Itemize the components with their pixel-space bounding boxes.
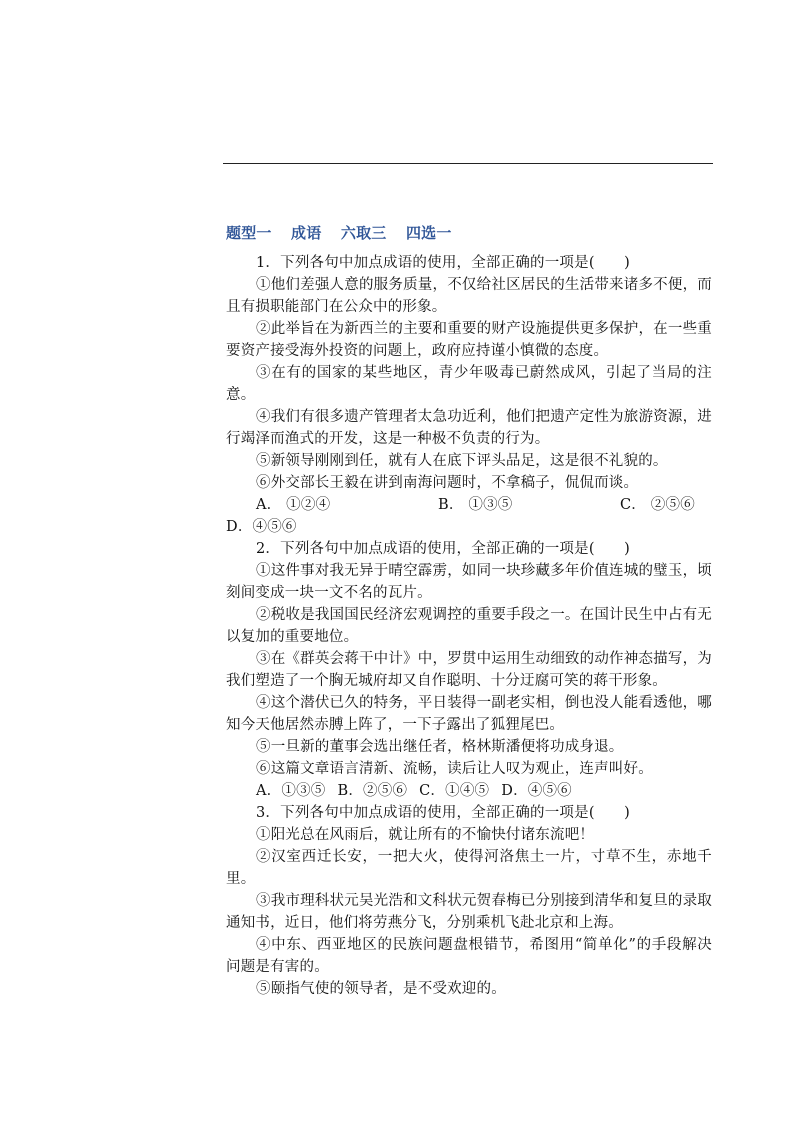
- answer-option: B．②⑤⑥: [337, 783, 408, 799]
- answer-option: A． ①②④: [256, 497, 331, 513]
- answer-option: D．④⑤⑥: [226, 519, 297, 535]
- question-item: ⑥这篇文章语言清新、流畅，读后让人叹为观止，连声叫好。: [256, 761, 653, 777]
- question-item: ⑤一旦新的董事会选出继任者，格林斯潘便将功成身退。: [256, 739, 624, 755]
- section-title-part: 题型一: [226, 224, 272, 242]
- answer-option: C． ②⑤⑥: [620, 497, 695, 513]
- question-item: ④这个潜伏已久的特务，平日装得一副老实相，倒也没人能看透他，哪知今天他居然赤膊上阵了，一下子露出了狐狸尾巴。: [226, 695, 712, 733]
- question-stem: 1．下列各句中加点成语的使用，全部正确的一项是( ): [256, 255, 630, 271]
- question-item: ④我们有很多遗产管理者太急功近利，他们把遗产定性为旅游资源，进行竭泽而渔式的开发，这是一种极不负责的行为。: [226, 409, 712, 447]
- question-item: ③在《群英会蒋干中计》中，罗贯中运用生动细致的动作神态描写，为我们塑造了一个胸无城府却又自作聪明、十分迂腐可笑的蒋干形象。: [226, 651, 712, 689]
- question-item: ②汉室西迁长安，一把大火，使得河洛焦土一片，寸草不生，赤地千里。: [226, 849, 712, 887]
- answer-option: D．④⑤⑥: [501, 783, 572, 799]
- answer-option: C．①④⑤: [419, 783, 490, 799]
- section-title-part: 四选一: [405, 224, 452, 242]
- question-item: ①他们差强人意的服务质量，不仅给社区居民的生活带来诸多不便，而且有损职能部门在公众中的形象。: [226, 277, 712, 315]
- answer-options: [226, 494, 712, 516]
- question-item: ⑥外交部长王毅在讲到南海问题时，不拿稿子，侃侃而谈。: [256, 475, 639, 491]
- question-item: ②此举旨在为新西兰的主要和重要的财产设施提供更多保护，在一些重要资产接受海外投资的问题上，政府应持谨小慎微的态度。: [226, 321, 712, 359]
- question-stem: 3．下列各句中加点成语的使用，全部正确的一项是( ): [256, 805, 630, 821]
- section-title-part: 六取三: [340, 224, 387, 242]
- question-item: ③在有的国家的某些地区，青少年吸毒已蔚然成风，引起了当局的注意。: [226, 365, 712, 403]
- section-title-part: 成语: [291, 224, 322, 242]
- answer-options: [226, 780, 712, 802]
- section-title: [226, 222, 712, 244]
- question-item: ①这件事对我无异于晴空霹雳，如同一块珍藏多年价值连城的璧玉，顷刻间变成一块一文不名的瓦片。: [226, 563, 712, 601]
- question-item: ②税收是我国国民经济宏观调控的重要手段之一。在国计民生中占有无以复加的重要地位。: [226, 607, 712, 645]
- content-body: [226, 222, 712, 1000]
- question-item: ⑤颐指气使的领导者，是不受欢迎的。: [256, 981, 506, 997]
- question-item: ①阳光总在风雨后，就让所有的不愉快付诸东流吧！: [256, 827, 595, 843]
- question-item: ⑤新领导刚刚到任，就有人在底下评头品足，这是很不礼貌的。: [256, 453, 668, 469]
- header-rule: [223, 163, 713, 164]
- answer-option: B． ①③⑤: [438, 497, 513, 513]
- answer-option: A．①③⑤: [256, 783, 326, 799]
- question-stem: 2．下列各句中加点成语的使用，全部正确的一项是( ): [256, 541, 630, 557]
- question-item: ④中东、西亚地区的民族问题盘根错节，希图用“简单化”的手段解决问题是有害的。: [226, 937, 712, 975]
- question-item: ③我市理科状元吴光浩和文科状元贺春梅已分别接到清华和复旦的录取通知书，近日，他们将劳燕分飞，分别乘机飞赴北京和上海。: [226, 893, 712, 931]
